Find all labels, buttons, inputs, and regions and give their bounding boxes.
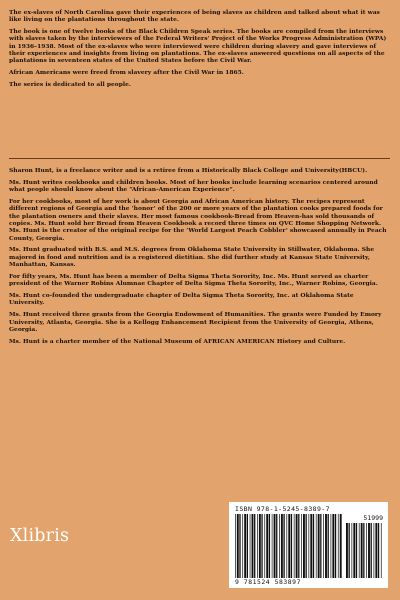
bio-paragraph-1: Sharon Hunt, is a freelance writer and is a retiree from a Historically Black College and University(HBCU). — [9, 167, 368, 174]
intro-paragraph-3: African Americans were freed from slavery after the Civil War in 1865. — [9, 69, 244, 77]
barcode-bar — [374, 523, 375, 578]
barcode-bar — [325, 514, 327, 578]
bio-paragraph-7: Ms. Hunt received three grants from the Georgia Endowment of Humanities. The grants were Funded by Emory University, Atlanta, Georgia. She is a Kellogg Enhancement Recipient from the University of Georgia, Athens, Georgia. — [9, 311, 382, 333]
barcode-bar — [276, 514, 277, 578]
barcode-bar — [361, 523, 363, 578]
barcode-bar — [237, 514, 239, 578]
barcode-bar — [301, 514, 302, 578]
barcode-bar — [320, 514, 321, 578]
barcode-bar — [353, 523, 355, 578]
barcode-bar — [286, 514, 287, 578]
isbn-barcode — [229, 502, 388, 588]
barcode-bar — [368, 523, 370, 578]
barcode-bar — [356, 523, 357, 578]
bio-paragraph-4: Ms. Hunt graduated with B.S. and M.S. degrees from Oklahoma State University in Stillwater, Oklahoma. She majored in food and nutrition and is a registered dietitian. She did further study at Kansas State University, Manhattan, Kansas. — [9, 246, 375, 269]
barcode-bar — [259, 514, 261, 578]
barcode-bar — [366, 523, 367, 578]
barcode-bar — [371, 523, 372, 578]
barcode-bar — [279, 514, 280, 578]
barcode-bar — [338, 514, 339, 578]
barcode-bar — [328, 514, 329, 578]
intro-paragraph-4: The series is dedicated to all people. — [9, 81, 131, 89]
barcode-bar — [288, 514, 290, 578]
intro-paragraph-1: The ex-slaves of North Carolina gave their experiences of being slaves as children and talked about what it was like living on the plantations throughout the state. — [9, 9, 380, 24]
price-code: 51999 — [363, 514, 383, 522]
barcode-bar — [244, 514, 246, 578]
bio-paragraph-5: For fifty years, Ms. Hunt has been a member of Delta Sigma Theta Sorority, Inc. Ms. Hunt served as charter president of the Warner Robins Alumnae Chapter of Delta Sigma Theta Sorority, Inc., Warner Robins, Georgia. — [9, 272, 378, 288]
barcode-bar — [296, 514, 298, 578]
barcode-bar — [375, 523, 377, 578]
barcode-bar — [331, 514, 332, 578]
barcode-bar — [313, 514, 314, 578]
barcode-bar — [316, 514, 317, 578]
barcode-bar — [335, 514, 336, 578]
barcode-bar — [303, 514, 305, 578]
barcode-bar — [291, 514, 292, 578]
barcode-bar — [340, 514, 342, 578]
barcode-addon-bars — [346, 523, 382, 578]
barcode-bar — [294, 514, 295, 578]
barcode-bar — [252, 514, 254, 578]
barcode-bar — [254, 514, 255, 578]
bio-paragraph-2: Ms. Hunt writes cookbooks and children books. Most of her books include learning scenarios centered around what people should know about the “African-American Experience”. — [9, 178, 378, 194]
bio-paragraph-8: Ms. Hunt is a charter member of the National Museum of AFRICAN AMERICAN History and Culture. — [9, 337, 346, 345]
barcode-bar — [309, 514, 310, 578]
barcode-bar — [257, 514, 258, 578]
barcode-bar — [239, 514, 240, 578]
barcode-bar — [310, 514, 312, 578]
isbn-label: ISBN 978-1-5245-8389-7 — [235, 505, 330, 513]
intro-paragraph-2: The book is one of twelve books of the Black Children Speak series. The books are compiled from the interviews with slaves taken by the interviewers of the Federal Writers' Project of the Works Progress Administration (WPA) in 1936–1938. Most of the ex-slaves who were interviewed were children during slavery and gave interviews of their experiences and insights from living on plantations. The ex-slaves answered questions on all aspects of the plantations in seventeen states of the United States before the Civil War. — [9, 28, 387, 65]
barcode-bar — [242, 514, 243, 578]
barcode-bar — [272, 514, 273, 578]
barcode-bar — [298, 514, 299, 578]
barcode-bar — [346, 523, 348, 578]
barcode-main-bars — [235, 514, 343, 578]
barcode-bar — [359, 523, 360, 578]
bio-paragraph-3: For her cookbooks, most of her work is about Georgia and African American history. The recipes represent different regions of Georgia and the ‘honor’ of the 200 or more years of the plantation cooks prepared foods for the plantation owners and their slaves. Her most famous cookbook-Bread from Heaven-has sold thousands of copies. Ms. Hunt sold her Bread from Heaven Cookbook a record three times on QVC Home Shopping Network. Ms. Hunt is the creator of the original recipe for the ‘World Largest Peach Cobbler’ showcased annually in Peach County, Georgia. — [9, 198, 387, 242]
barcode-bar — [264, 514, 265, 578]
bio-paragraph-6: Ms. Hunt co-founded the undergraduate chapter of Delta Sigma Theta Sorority, Inc. at Oklahoma State University. — [9, 292, 354, 307]
barcode-bar — [323, 514, 324, 578]
barcode-bar — [281, 514, 283, 578]
barcode-bar — [269, 514, 270, 578]
barcode-bar — [250, 514, 251, 578]
barcode-bar — [274, 514, 276, 578]
book-description — [9, 9, 390, 93]
publisher-logo: Xlibris — [10, 526, 70, 546]
barcode-bar — [332, 514, 334, 578]
barcode-bar — [247, 514, 248, 578]
barcode-bar — [349, 523, 350, 578]
barcode-bar — [363, 523, 364, 578]
barcode-bar — [381, 523, 382, 578]
section-divider — [9, 158, 390, 159]
barcode-digits: 9 781524 583897 — [235, 578, 301, 586]
barcode-bar — [318, 514, 320, 578]
barcode-bar — [378, 523, 379, 578]
barcode-bar — [266, 514, 268, 578]
barcode-bar — [306, 514, 307, 578]
barcode-bar — [352, 523, 353, 578]
barcode-bar — [235, 514, 236, 578]
author-bio — [9, 167, 390, 350]
barcode-bar — [261, 514, 262, 578]
barcode-bar — [283, 514, 284, 578]
